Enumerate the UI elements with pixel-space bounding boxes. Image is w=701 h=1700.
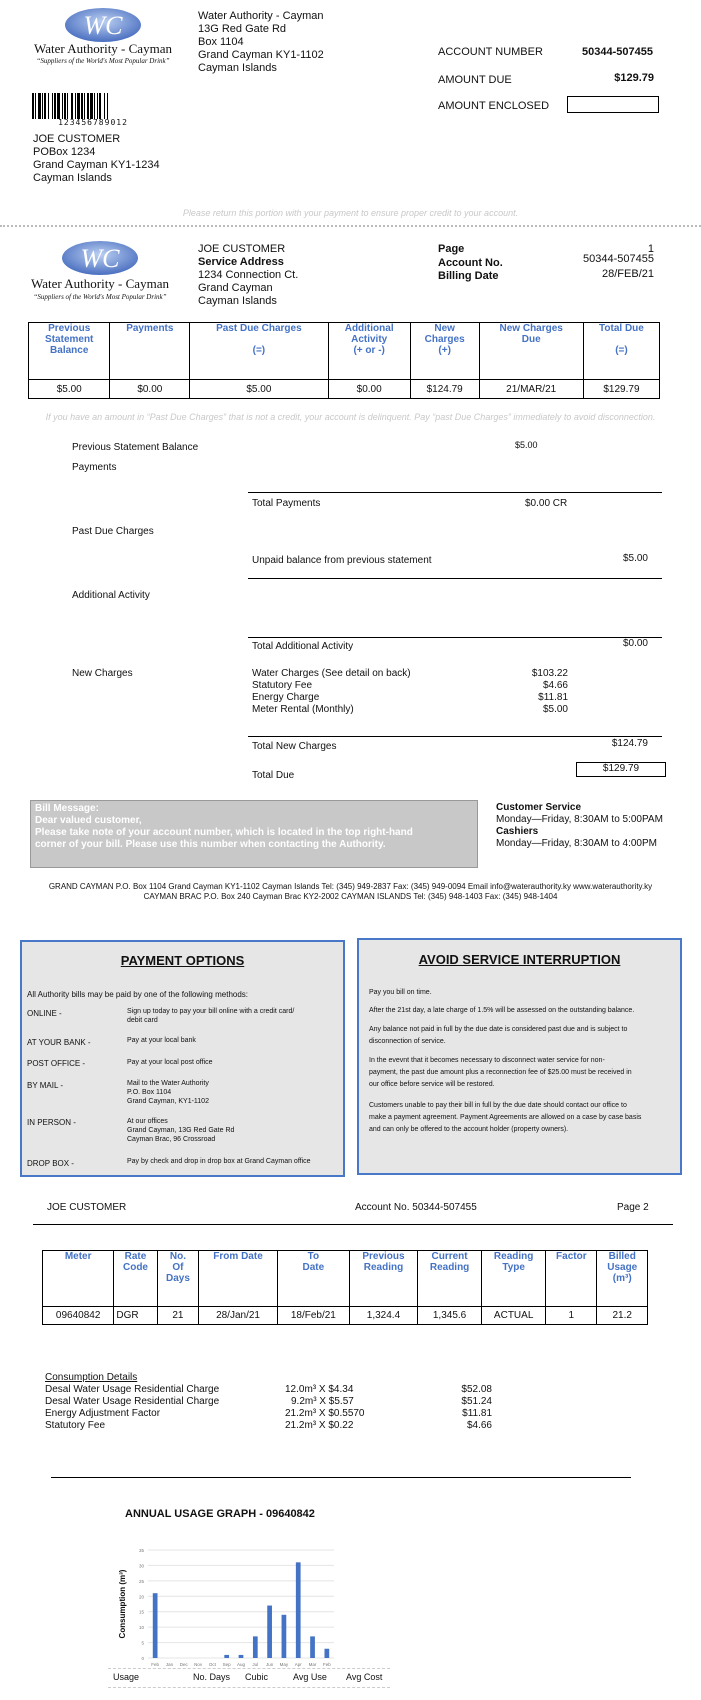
total-due-box: $129.79 <box>576 762 666 777</box>
meter-header: No. Of Days <box>157 1251 199 1307</box>
summary-value: $124.79 <box>410 380 479 399</box>
summary-value: $5.00 <box>190 380 328 399</box>
usage-bar <box>310 1636 315 1658</box>
list-item: Water Charges (See detail on back) $103.22 <box>252 668 568 679</box>
past-due-label: Past Due Charges <box>72 526 154 537</box>
brand-logo <box>28 5 178 75</box>
prev-balance: $5.00 <box>515 440 538 450</box>
usage-col: Avg Use <box>293 1672 327 1682</box>
chart-title: ANNUAL USAGE GRAPH - 09640842 <box>125 1508 315 1520</box>
x-tick-label: Apr <box>294 1662 302 1667</box>
meter-header: Previous Reading <box>349 1251 417 1307</box>
divider <box>33 1224 673 1225</box>
account-summary-table <box>28 322 660 399</box>
customer-name: JOE CUSTOMER <box>198 243 286 255</box>
avoid-interruption-title: AVOID SERVICE INTERRUPTION <box>418 952 621 967</box>
x-tick-label: Nov <box>194 1662 203 1667</box>
brand-name: Water Authority - Cayman <box>31 276 169 291</box>
customer-service-hours: Monday—Friday, 8:30AM to 5:00PAM <box>496 814 663 825</box>
meter-value: 18/Feb/21 <box>277 1307 349 1325</box>
y-tick-label: 20 <box>138 1594 144 1600</box>
avoid-interruption-panel <box>357 938 682 1175</box>
page2-page: Page 2 <box>617 1202 649 1213</box>
new-charges-list <box>252 668 568 716</box>
divider <box>248 736 662 737</box>
payment-options-panel <box>20 940 345 1177</box>
meter-header: Rate Code <box>114 1251 157 1307</box>
consumption-title: Consumption Details <box>45 1372 138 1383</box>
summary-value: $0.00 <box>110 380 190 399</box>
x-tick-label: Aug <box>236 1662 246 1667</box>
x-tick-label: Jul <box>252 1662 259 1667</box>
meter-header: Reading Type <box>482 1251 546 1307</box>
perforation-line <box>0 225 701 227</box>
divider <box>248 578 662 579</box>
summary-value: $5.00 <box>29 380 110 399</box>
summary-value: $129.79 <box>583 380 659 399</box>
usage-bar <box>253 1636 258 1658</box>
summary-header-past-due: Past Due Charges (=) <box>190 323 328 380</box>
payment-options-title: PAYMENT OPTIONS <box>120 953 245 968</box>
meter-table <box>42 1250 648 1325</box>
meter-header: Factor <box>546 1251 597 1307</box>
amount-due-label: AMOUNT DUE <box>438 74 512 86</box>
interruption-paragraph: Pay you bill on time. <box>369 989 432 996</box>
brand-logo-2 <box>25 238 175 308</box>
x-tick-label: Feb <box>151 1662 160 1667</box>
barcode-number: 123456789012 <box>58 118 128 127</box>
billing-date-label: Billing Date <box>438 270 499 282</box>
meter-value: DGR <box>114 1307 157 1325</box>
list-item: Energy Charge $11.81 <box>252 692 568 703</box>
page-number: 1 <box>647 243 654 255</box>
summary-value: 21/MAR/21 <box>479 380 583 399</box>
svg-text:WC: WC <box>80 244 120 273</box>
usage-bar <box>224 1655 229 1658</box>
payment-options-intro: All Authority bills may be paid by one of the following methods: <box>27 990 249 999</box>
account-number: 50344-507455 <box>582 46 653 58</box>
summary-header-additional: Additional Activity (+ or -) <box>328 323 410 380</box>
logo-ellipse-icon <box>25 238 175 280</box>
summary-header-new-charges: New Charges (+) <box>410 323 479 380</box>
cashier-title: Cashiers <box>496 826 539 837</box>
y-tick-label: 30 <box>138 1563 144 1569</box>
amount-enclosed-label: AMOUNT ENCLOSED <box>438 100 550 112</box>
divider <box>51 1477 631 1478</box>
usage-col: No. Days <box>193 1672 231 1682</box>
total-payments-label: Total Payments <box>252 498 321 509</box>
payment-method-in-person: IN PERSON - <box>27 1118 76 1127</box>
y-tick-label: 10 <box>138 1625 144 1631</box>
list-item: Meter Rental (Monthly) $5.00 <box>252 704 568 715</box>
usage-col: Usage <box>113 1672 140 1682</box>
y-tick-label: 35 <box>138 1548 144 1553</box>
page2-customer: JOE CUSTOMER <box>47 1202 127 1213</box>
summary-value: $0.00 <box>328 380 410 399</box>
x-tick-label: Feb <box>322 1662 331 1667</box>
total-new-label: Total New Charges <box>252 741 337 752</box>
service-hours <box>496 802 663 850</box>
amount-enclosed-field[interactable] <box>567 96 659 113</box>
payment-method-online: ONLINE - <box>27 1009 62 1018</box>
usage-chart <box>108 1540 348 1680</box>
svg-text:WC: WC <box>83 11 123 40</box>
total-payments: $0.00 CR <box>525 498 568 509</box>
service-address-label: Service Address <box>198 256 284 268</box>
payment-method-post-office: POST OFFICE - <box>27 1059 86 1068</box>
usage-footer <box>108 1668 390 1688</box>
meter-header: To Date <box>277 1251 349 1307</box>
delinquent-note: If you have an amount in “Past Due Charges” that is not a credit, your account is delinquent. Pay “past Due Charges” immediately to avoid disconnection. <box>45 412 656 422</box>
x-tick-label: Dec <box>179 1662 188 1667</box>
billing-date: 28/FEB/21 <box>602 268 654 280</box>
service-info: JOE CUSTOMER Service Address 1234 Connection Ct. Grand Cayman Cayman Islands <box>198 243 299 307</box>
payment-method-desc: Pay at your local bank <box>127 1037 196 1044</box>
return-note: Please return this portion with your payment to ensure proper credit to your account. <box>182 208 519 218</box>
interruption-paragraph: Any balance not paid in full by the due date is considered past due and is subject to disconnection of service. <box>369 1026 628 1045</box>
consumption-details <box>45 1384 492 1432</box>
usage-bar <box>324 1649 329 1658</box>
x-tick-label: Jun <box>265 1662 274 1667</box>
divider <box>248 492 662 493</box>
y-tick-label: 15 <box>138 1609 144 1615</box>
contact-footer: GRAND CAYMAN P.O. Box 1104 Grand Cayman KY1-1102 Cayman Islands Tel: (345) 949-2837 Fax: (345) 949-0094 Email info@waterauthority.ky www.waterauthority.ky CAYMAN BRAC P.O. Box 240 Cayman Brac KY2-2002 CAYMAN ISLANDS Tel: (345) 948-1403 Fax: (345) 948-1404 <box>48 882 653 901</box>
brand-name: Water Authority - Cayman <box>34 41 172 56</box>
payment-method-desc: At our offices Grand Cayman, 13G Red Gate Rd Cayman Brac, 96 Crossroad <box>127 1118 235 1143</box>
x-tick-label: May <box>279 1662 289 1667</box>
account-value: 50344-507455 <box>583 253 654 265</box>
list-item: Statutory Fee 21.2m³ X $0.22 $4.66 <box>45 1420 492 1431</box>
total-additional-label: Total Additional Activity <box>252 641 354 652</box>
meter-value: 1,324.4 <box>349 1307 417 1325</box>
amount-due: $129.79 <box>614 72 654 84</box>
new-charges-label: New Charges <box>72 668 133 679</box>
usage-bar <box>239 1655 244 1658</box>
meter-value: ACTUAL <box>482 1307 546 1325</box>
meter-value: 28/Jan/21 <box>199 1307 278 1325</box>
interruption-paragraph: In the evevnt that it becomes necessary to disconnect water service for non- payment, the past due amount plus a reconnection fee of $25.00 must be received in our office before service will be restored. <box>369 1057 632 1088</box>
y-tick-label: 0 <box>141 1656 144 1661</box>
usage-bar <box>153 1593 158 1658</box>
x-tick-label: Sep <box>222 1662 231 1667</box>
page-label: Page <box>438 243 465 255</box>
meter-header: From Date <box>199 1251 278 1307</box>
customer-service-title: Customer Service <box>496 802 582 813</box>
meter-value: 1 <box>546 1307 597 1325</box>
barcode-icon <box>32 93 154 119</box>
list-item: Energy Adjustment Factor 21.2m³ X $0.5570 $11.81 <box>45 1408 492 1419</box>
meter-value: 21.2 <box>597 1307 648 1325</box>
payment-method-desc: Mail to the Water Authority P.O. Box 1104 Grand Cayman, KY1-1102 <box>127 1080 209 1105</box>
payment-method-drop-box: DROP BOX - <box>27 1159 74 1168</box>
interruption-paragraph: After the 21st day, a late charge of 1.5% will be assessed on the outstanding balance. <box>369 1007 635 1014</box>
brand-tagline: “Suppliers of the World's Most Popular Drink” <box>33 293 167 301</box>
meter-value: 1,345.6 <box>418 1307 482 1325</box>
summary-header-total-due: Total Due (=) <box>583 323 659 380</box>
account-number-label: ACCOUNT NUMBER <box>438 46 543 58</box>
meter-header: Meter <box>43 1251 114 1307</box>
barcode <box>32 93 154 127</box>
brand-tagline: “Suppliers of the World's Most Popular Drink” <box>36 57 170 65</box>
usage-bar <box>267 1606 272 1658</box>
y-axis-label: Consumption (m³) <box>118 1569 127 1639</box>
meter-value: 21 <box>157 1307 199 1325</box>
total-due-label: Total Due <box>252 770 295 781</box>
cashier-hours: Monday—Friday, 8:30AM to 4:00PM <box>496 838 657 849</box>
list-item: Statutory Fee $4.66 <box>252 680 568 691</box>
payment-method-desc: Sign up today to pay your bill online with a credit card/ debit card <box>127 1008 295 1024</box>
list-item: Desal Water Usage Residential Charge 12.0m³ X $4.34 $52.08 <box>45 1384 492 1395</box>
usage-bar <box>282 1615 287 1658</box>
payment-method-mail: BY MAIL - <box>27 1081 64 1090</box>
payment-method-desc: Pay at your local post office <box>127 1059 213 1066</box>
meter-header: Current Reading <box>418 1251 482 1307</box>
bill-message: Bill Message: Dear valued customer, Please take note of your account number, which is located in the top right-hand corner of your bill. Please use this number when contacting the Authority. <box>30 800 478 868</box>
additional-label: Additional Activity <box>72 590 150 601</box>
usage-col: Avg Cost <box>346 1672 383 1682</box>
customer-address: JOE CUSTOMER POBox 1234 Grand Cayman KY1-1234 Cayman Islands <box>33 133 160 184</box>
unpaid-amount: $5.00 <box>622 553 648 564</box>
x-tick-label: Mar <box>308 1662 317 1667</box>
payment-method-bank: AT YOUR BANK - <box>27 1038 91 1047</box>
total-new: $124.79 <box>611 738 648 749</box>
interruption-paragraph: Customers unable to pay their bill in full by the due date should contact our office to make a payment agreement. Payment Agreements are allowed on a case by case basis and can only be offered to the account holder (property owners). <box>369 1102 642 1133</box>
x-tick-label: Oct <box>208 1662 216 1667</box>
payments-label: Payments <box>72 462 117 473</box>
payment-method-desc: Pay by check and drop in drop box at Grand Cayman office <box>127 1158 311 1165</box>
usage-col: Cubic <box>245 1672 269 1682</box>
meter-header: Billed Usage (m³) <box>597 1251 648 1307</box>
x-tick-label: Jan <box>165 1662 174 1667</box>
page2-account: Account No. 50344-507455 <box>355 1202 477 1213</box>
summary-header-due-date: New Charges Due <box>479 323 583 380</box>
prev-balance-label: Previous Statement Balance <box>72 442 199 453</box>
meter-value: 09640842 <box>43 1307 114 1325</box>
authority-address: Water Authority - Cayman 13G Red Gate Rd Box 1104 Grand Cayman KY1-1102 Cayman Islands <box>198 10 324 74</box>
list-item: Desal Water Usage Residential Charge 9.2m³ X $5.57 $51.24 <box>45 1396 492 1407</box>
account-label: Account No. <box>438 257 503 269</box>
usage-bar <box>296 1562 301 1658</box>
y-tick-label: 25 <box>138 1578 144 1584</box>
unpaid-label: Unpaid balance from previous statement <box>252 555 432 566</box>
y-tick-label: 5 <box>141 1640 144 1646</box>
summary-header-payments: Payments <box>110 323 190 380</box>
summary-header-previous: Previous Statement Balance <box>29 323 110 380</box>
total-additional: $0.00 <box>622 638 648 649</box>
